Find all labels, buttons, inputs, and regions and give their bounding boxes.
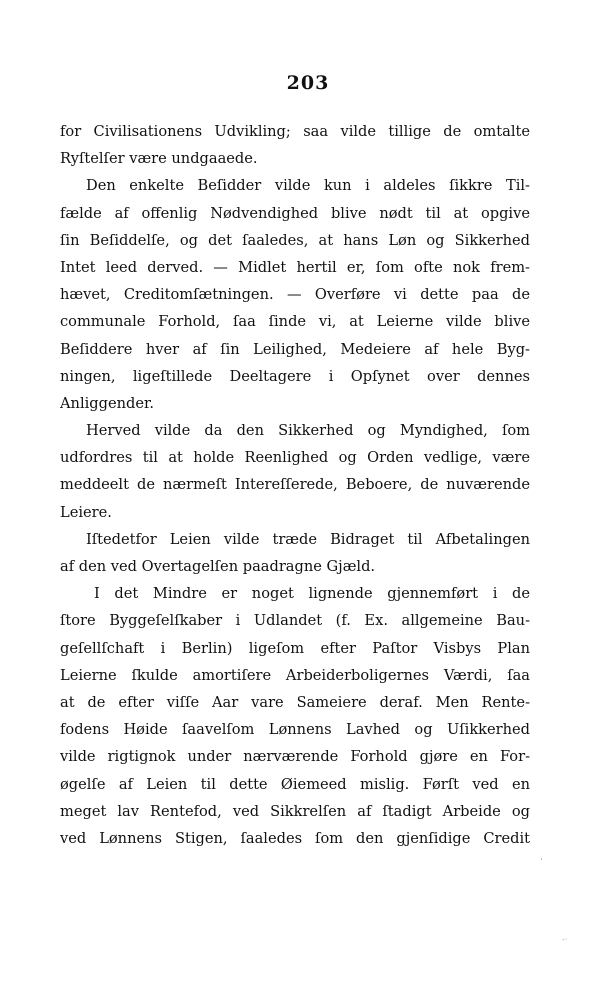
text-line: vilde rigtignok under nærværende Forhold gjøre en For- xyxy=(60,748,530,766)
text-line: Iſtedetfor Leien vilde træde Bidraget til Afbetalingen xyxy=(86,530,530,548)
text-line: Leierne ſkulde amortiſere Arbeiderboligernes Værdi, ſaa xyxy=(60,666,530,684)
text-line: Beſiddere hver af ſin Leilighed, Medeiere af hele Byg- xyxy=(60,340,530,358)
text-line: ſtore Byggeſelſkaber i Udlandet (f. Ex. allgemeine Bau- xyxy=(60,612,530,630)
text-line: meget lav Rentefod, ved Sikkrelſen af ſtadigt Arbeide og xyxy=(60,802,530,820)
text-line: I det Mindre er noget lignende gjennemført i de xyxy=(94,585,530,603)
print-speck: · xyxy=(540,855,543,865)
text-line: geſellſchaft i Berlin) ligeſom efter Paſtor Visbys Plan xyxy=(60,639,530,657)
text-line: ſin Beſiddelſe, og det ſaaledes, at hans Løn og Sikkerhed xyxy=(60,231,530,249)
print-speck: -· xyxy=(562,935,568,944)
text-line: Ryſtelſer være undgaaede. xyxy=(60,150,258,168)
text-line: for Civilisationens Udvikling; saa vilde tillige de omtalte xyxy=(60,123,530,140)
text-line: ved Lønnens Stigen, ſaaledes ſom den gjenſidige Credit xyxy=(60,829,530,847)
body-text xyxy=(60,118,530,852)
text-line: fælde af offenlig Nødvendighed blive nødt til at opgive xyxy=(60,204,530,222)
text-line: udfordres til at holde Reenlighed og Orden vedlige, være xyxy=(60,449,530,467)
page-number: 203 xyxy=(286,72,330,94)
text-line: at de efter viſſe Aar vare Sameiere deraf. Men Rente- xyxy=(60,693,530,711)
text-line: meddeelt de nærmeſt Intereſſerede, Beboere, de nuværende xyxy=(60,476,530,494)
text-line: fodens Høide ſaavelſom Lønnens Lavhed og Uſikkerhed xyxy=(60,721,530,739)
text-line: Anliggender. xyxy=(60,394,154,412)
text-line: Intet leed derved. — Midlet hertil er, ſom ofte nok frem- xyxy=(60,258,530,276)
text-line: af den ved Overtagelſen paadragne Gjæld. xyxy=(60,558,376,575)
text-line: ningen, ligeſtillede Deeltagere i Opſynet over dennes xyxy=(60,367,530,385)
text-line: øgelſe af Leien til dette Øiemeed mislig. Førſt ved en xyxy=(60,775,530,793)
text-line: Leiere. xyxy=(60,503,112,521)
text-line: communale Forhold, ſaa ſinde vi, at Leierne vilde blive xyxy=(60,313,530,331)
text-line: hævet, Creditomſætningen. — Overføre vi dette paa de xyxy=(60,286,530,304)
text-line: Den enkelte Beſidder vilde kun i aldeles ſikkre Til- xyxy=(86,177,530,195)
text-line: Herved vilde da den Sikkerhed og Myndighed, ſom xyxy=(86,422,530,440)
